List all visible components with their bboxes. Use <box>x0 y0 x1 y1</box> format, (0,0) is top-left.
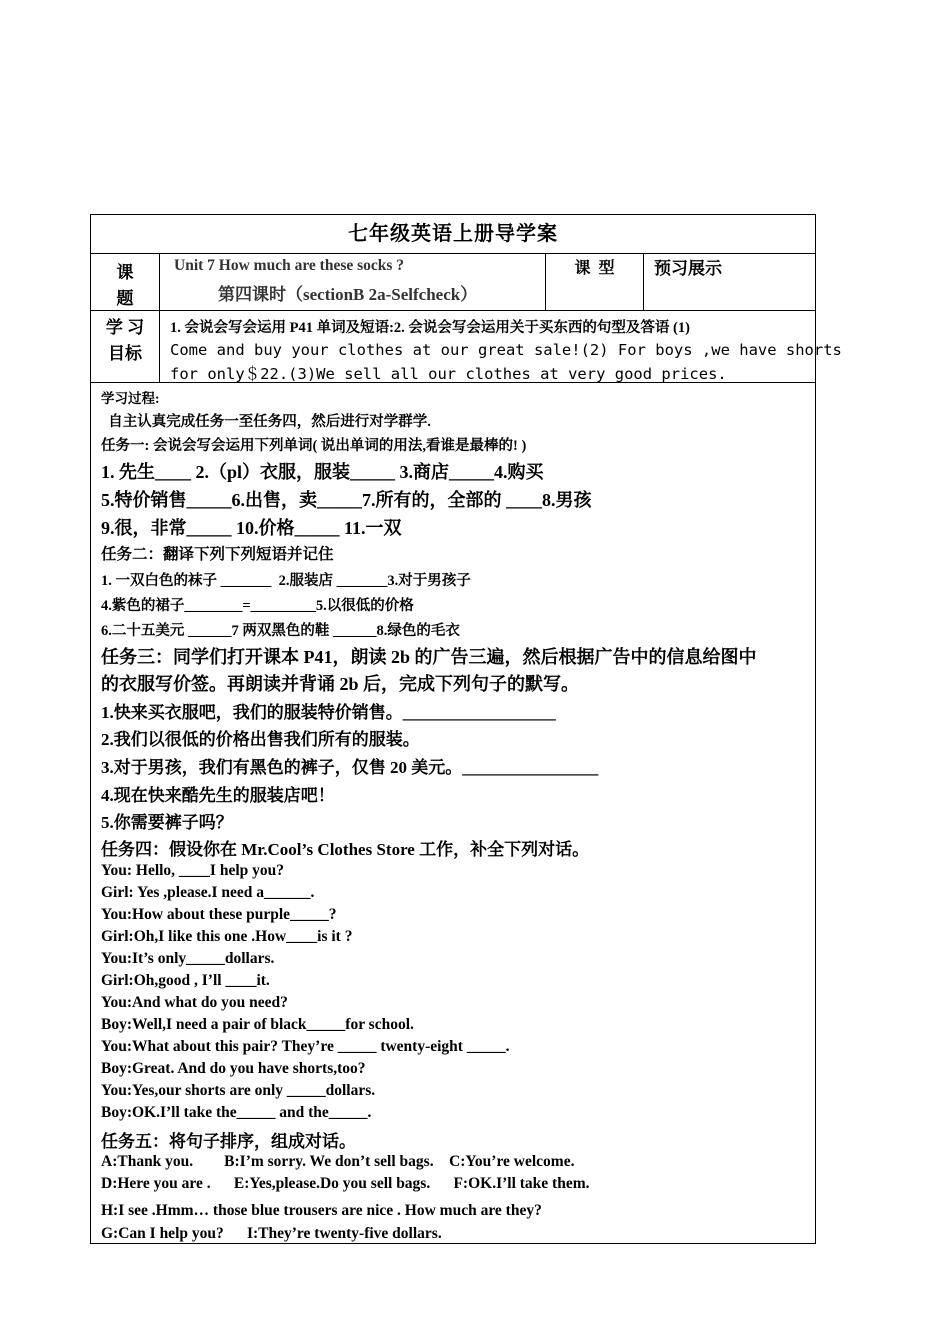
dialogue-line: You:It’s only_____dollars. <box>101 950 275 967</box>
task2-phrases-line-2: 4.紫色的裙子________=_________5.以很低的价格 <box>101 598 414 614</box>
title-row <box>91 215 815 254</box>
task3-sentence-4: 4.现在快来酷先生的服装店吧！ <box>101 786 335 805</box>
goals-row <box>91 311 842 383</box>
study-plan-table <box>90 214 842 1244</box>
dialogue-line: You: Hello, ____I help you? <box>101 862 285 879</box>
dialogue-line: Girl: Yes ,please.I need a______. <box>101 884 315 901</box>
topic-row <box>91 254 815 311</box>
type-value: 预习展示 <box>654 259 722 278</box>
task1-words-line-2: 5.特价销售_____6.出售，卖_____7.所有的，全部的 ____8.男孩 <box>101 490 592 510</box>
task3-sentence-3: 3.对于男孩，我们有黑色的裤子，仅售 20 美元。________________ <box>101 758 599 777</box>
task5-heading: 任务五：将句子排序，组成对话。 <box>101 1132 356 1151</box>
dialogue-line: Girl:Oh,good , I’ll ____it. <box>101 972 270 989</box>
task2-phrases-line-3: 6.二十五美元 ______7 两双黑色的鞋 ______8.绿色的毛衣 <box>101 623 460 639</box>
task2-phrases-line-1: 1. 一双白色的袜子 _______ 2.服装店 _______3.对于男孩子 <box>101 573 471 589</box>
dialogue-line: You:What about this pair? They’re _____ twenty-eight _____. <box>101 1038 510 1055</box>
dialogue-line: Boy:Great. And do you have shorts,too? <box>101 1060 366 1077</box>
task5-options-line-2: D:Here you are . E:Yes,please.Do you sell bags. F:OK.I’ll take them. <box>101 1175 590 1192</box>
task3-heading-line-2: 的衣服写价签。再朗读并背诵 2b 后，完成下列句子的默写。 <box>101 674 580 694</box>
task3-heading-line-1: 任务三：同学们打开课本 P41，朗读 2b 的广告三遍，然后根据广告中的信息给图中 <box>101 647 757 667</box>
goal-line-1: 1. 会说会写会运用 P41 单词及短语:2. 会说会写会运用关于买东西的句型及答语 (1) <box>170 320 690 336</box>
task3-sentence-2: 2.我们以很低的价格出售我们所有的服装。 <box>101 730 420 749</box>
goal-line-2: Come and buy your clothes at our great sale!(2) For boys ,we have shorts <box>170 341 842 359</box>
dialogue-line: Boy:Well,I need a pair of black_____for school. <box>101 1016 414 1033</box>
lesson-title: 第四课时（sectionB 2a-Selfcheck） <box>218 285 478 304</box>
dialogue-line: Boy:OK.I’ll take the_____ and the_____. <box>101 1104 372 1121</box>
task5-options-line-1: A:Thank you. B:I’m sorry. We don’t sell bags. C:You’re welcome. <box>101 1153 575 1170</box>
task5-options-line-3: H:I see .Hmm… those blue trousers are nice . How much are they? <box>101 1202 542 1219</box>
dialogue-line: You:How about these purple_____? <box>101 906 337 923</box>
task1-words-line-1: 1. 先生____ 2.（pl）衣服，服装_____ 3.商店_____4.购买 <box>101 462 544 482</box>
unit-title: Unit 7 How much are these socks ? <box>174 257 405 274</box>
page-title: 七年级英语上册导学案 <box>348 223 558 245</box>
process-section <box>91 383 815 1243</box>
goals-label: 学 习 目标 <box>105 318 145 363</box>
goals-content <box>160 311 842 383</box>
goal-line-3: for only＄22.(3)We sell all our clothes at very good prices. <box>170 365 727 383</box>
task3-sentence-5: 5.你需要裤子吗？ <box>101 813 233 832</box>
topic-label: 课题 <box>116 263 134 308</box>
dialogue-line: You:And what do you need? <box>101 994 288 1011</box>
dialogue-line: You:Yes,our shorts are only _____dollars. <box>101 1082 376 1099</box>
type-label: 课 型 <box>546 254 644 310</box>
task4-heading: 任务四：假设你在 Mr.Cool’s Clothes Store 工作，补全下列对话。 <box>101 840 590 859</box>
topic-value-cell <box>160 254 546 310</box>
task5-options-line-4: G:Can I help you? I:They’re twenty-five dollars. <box>101 1225 442 1242</box>
dialogue-line: Girl:Oh,I like this one .How____is it ? <box>101 928 353 945</box>
task2-heading: 任务二：翻译下列下列短语并记住 <box>101 546 334 563</box>
task1-heading: 任务一: 会说会写会运用下列单词( 说出单词的用法,看谁是最棒的! ) <box>101 438 527 454</box>
topic-label-cell <box>91 254 160 310</box>
process-heading: 学习过程: <box>101 391 160 406</box>
process-intro: 自主认真完成任务一至任务四，然后进行对学群学. <box>101 414 431 430</box>
task3-sentence-1: 1.快来买衣服吧，我们的服装特价销售。__________________ <box>101 703 556 722</box>
task1-words-line-3: 9.很，非常_____ 10.价格_____ 11.一双 <box>101 518 402 538</box>
goals-label-cell <box>91 311 160 382</box>
